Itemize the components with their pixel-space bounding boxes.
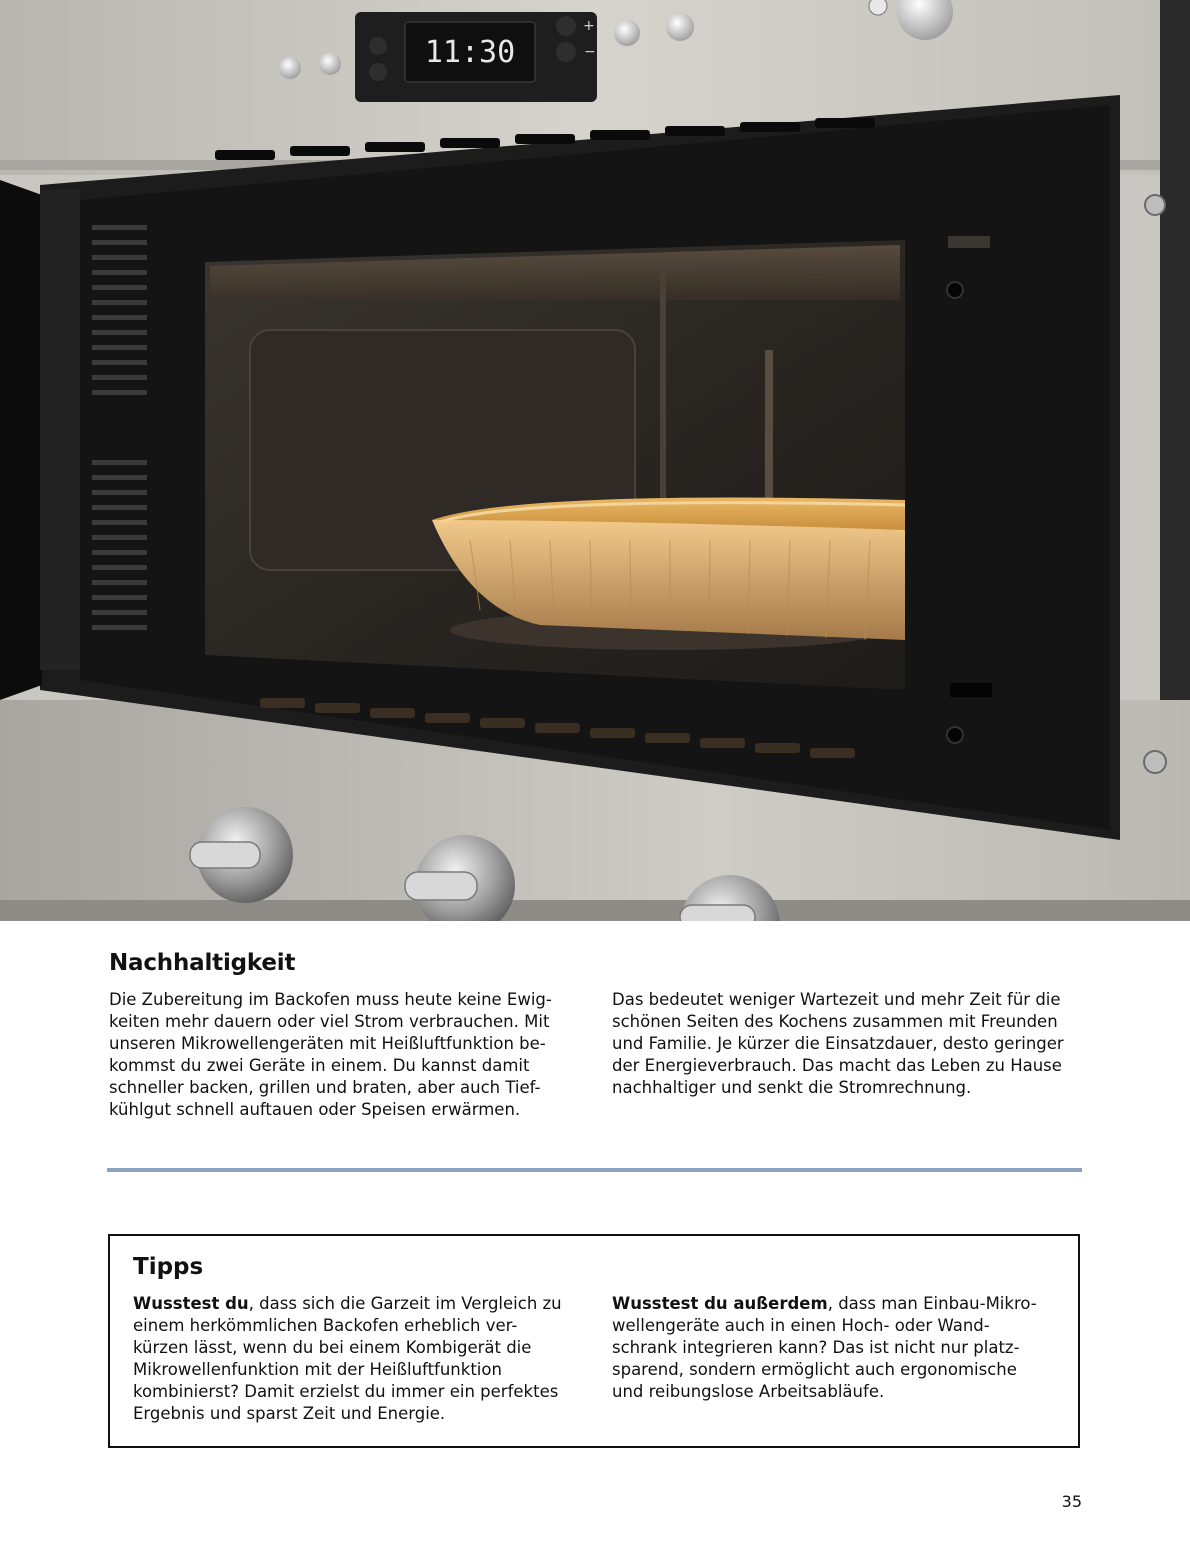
tips-box [108, 1234, 1080, 1448]
display-time: 11:30 [424, 35, 516, 70]
tip-line [612, 1293, 1062, 1315]
paragraph-line: Das bedeutet weniger Wartezeit und mehr Zeit für die [612, 990, 1061, 1009]
tip-line: wellengeräte auch in einen Hoch- oder Wand- [612, 1316, 990, 1335]
tip-line: Mikrowellenfunktion mit der Heißluftfunktion [133, 1360, 502, 1379]
page-number: 35 [1061, 1492, 1082, 1511]
paragraph-line: kommst du zwei Geräte in einem. Du kannst damit [109, 1056, 530, 1075]
paragraph-line: kühlgut schnell auftauen oder Speisen erwärmen. [109, 1100, 521, 1119]
section-divider [107, 1168, 1082, 1172]
svg-text:−: − [584, 44, 596, 60]
tip-line: kürzen lässt, wenn du bei einem Kombigerät die [133, 1338, 532, 1357]
section-column-right [612, 989, 1082, 1099]
tip-text: , dass man Einbau-Mikro- [827, 1294, 1037, 1313]
svg-text:+: + [583, 18, 595, 34]
paragraph-line: keiten mehr dauern oder viel Strom verbrauchen. Mit [109, 1012, 550, 1031]
paragraph-line: schneller backen, grillen und braten, aber auch Tief- [109, 1078, 541, 1097]
tip-line: und reibungslose Arbeitsabläufe. [612, 1382, 885, 1401]
tip-line: kombinierst? Damit erzielst du immer ein perfektes [133, 1382, 559, 1401]
paragraph-line: und Familie. Je kürzer die Einsatzdauer, desto geringer [612, 1034, 1064, 1053]
tip-line: schrank integrieren kann? Das ist nicht nur platz- [612, 1338, 1020, 1357]
tip-line: sparend, sondern ermöglicht auch ergonomische [612, 1360, 1017, 1379]
section-column-left [109, 989, 579, 1121]
tip-line [133, 1293, 583, 1315]
tip-text: , dass sich die Garzeit im Vergleich zu [248, 1294, 562, 1313]
tips-title: Tipps [133, 1254, 204, 1280]
tip-bold-lead: Wusstest du außerdem [612, 1294, 828, 1313]
tips-column-right [612, 1293, 1062, 1403]
paragraph-line: nachhaltiger und senkt die Stromrechnung. [612, 1078, 972, 1097]
tips-column-left [133, 1293, 583, 1425]
paragraph-line: der Energieverbrauch. Das macht das Leben zu Hause [612, 1056, 1062, 1075]
tip-line: Ergebnis und sparst Zeit und Energie. [133, 1404, 446, 1423]
paragraph-line: Die Zubereitung im Backofen muss heute keine Ewig- [109, 990, 552, 1009]
tip-line: einem herkömmlichen Backofen erheblich ver- [133, 1316, 518, 1335]
tip-bold-lead: Wusstest du [133, 1294, 249, 1313]
paragraph-line: unseren Mikrowellengeräten mit Heißluftfunktion be- [109, 1034, 546, 1053]
section-title: Nachhaltigkeit [109, 950, 296, 976]
paragraph-line: schönen Seiten des Kochens zusammen mit Freunden [612, 1012, 1058, 1031]
